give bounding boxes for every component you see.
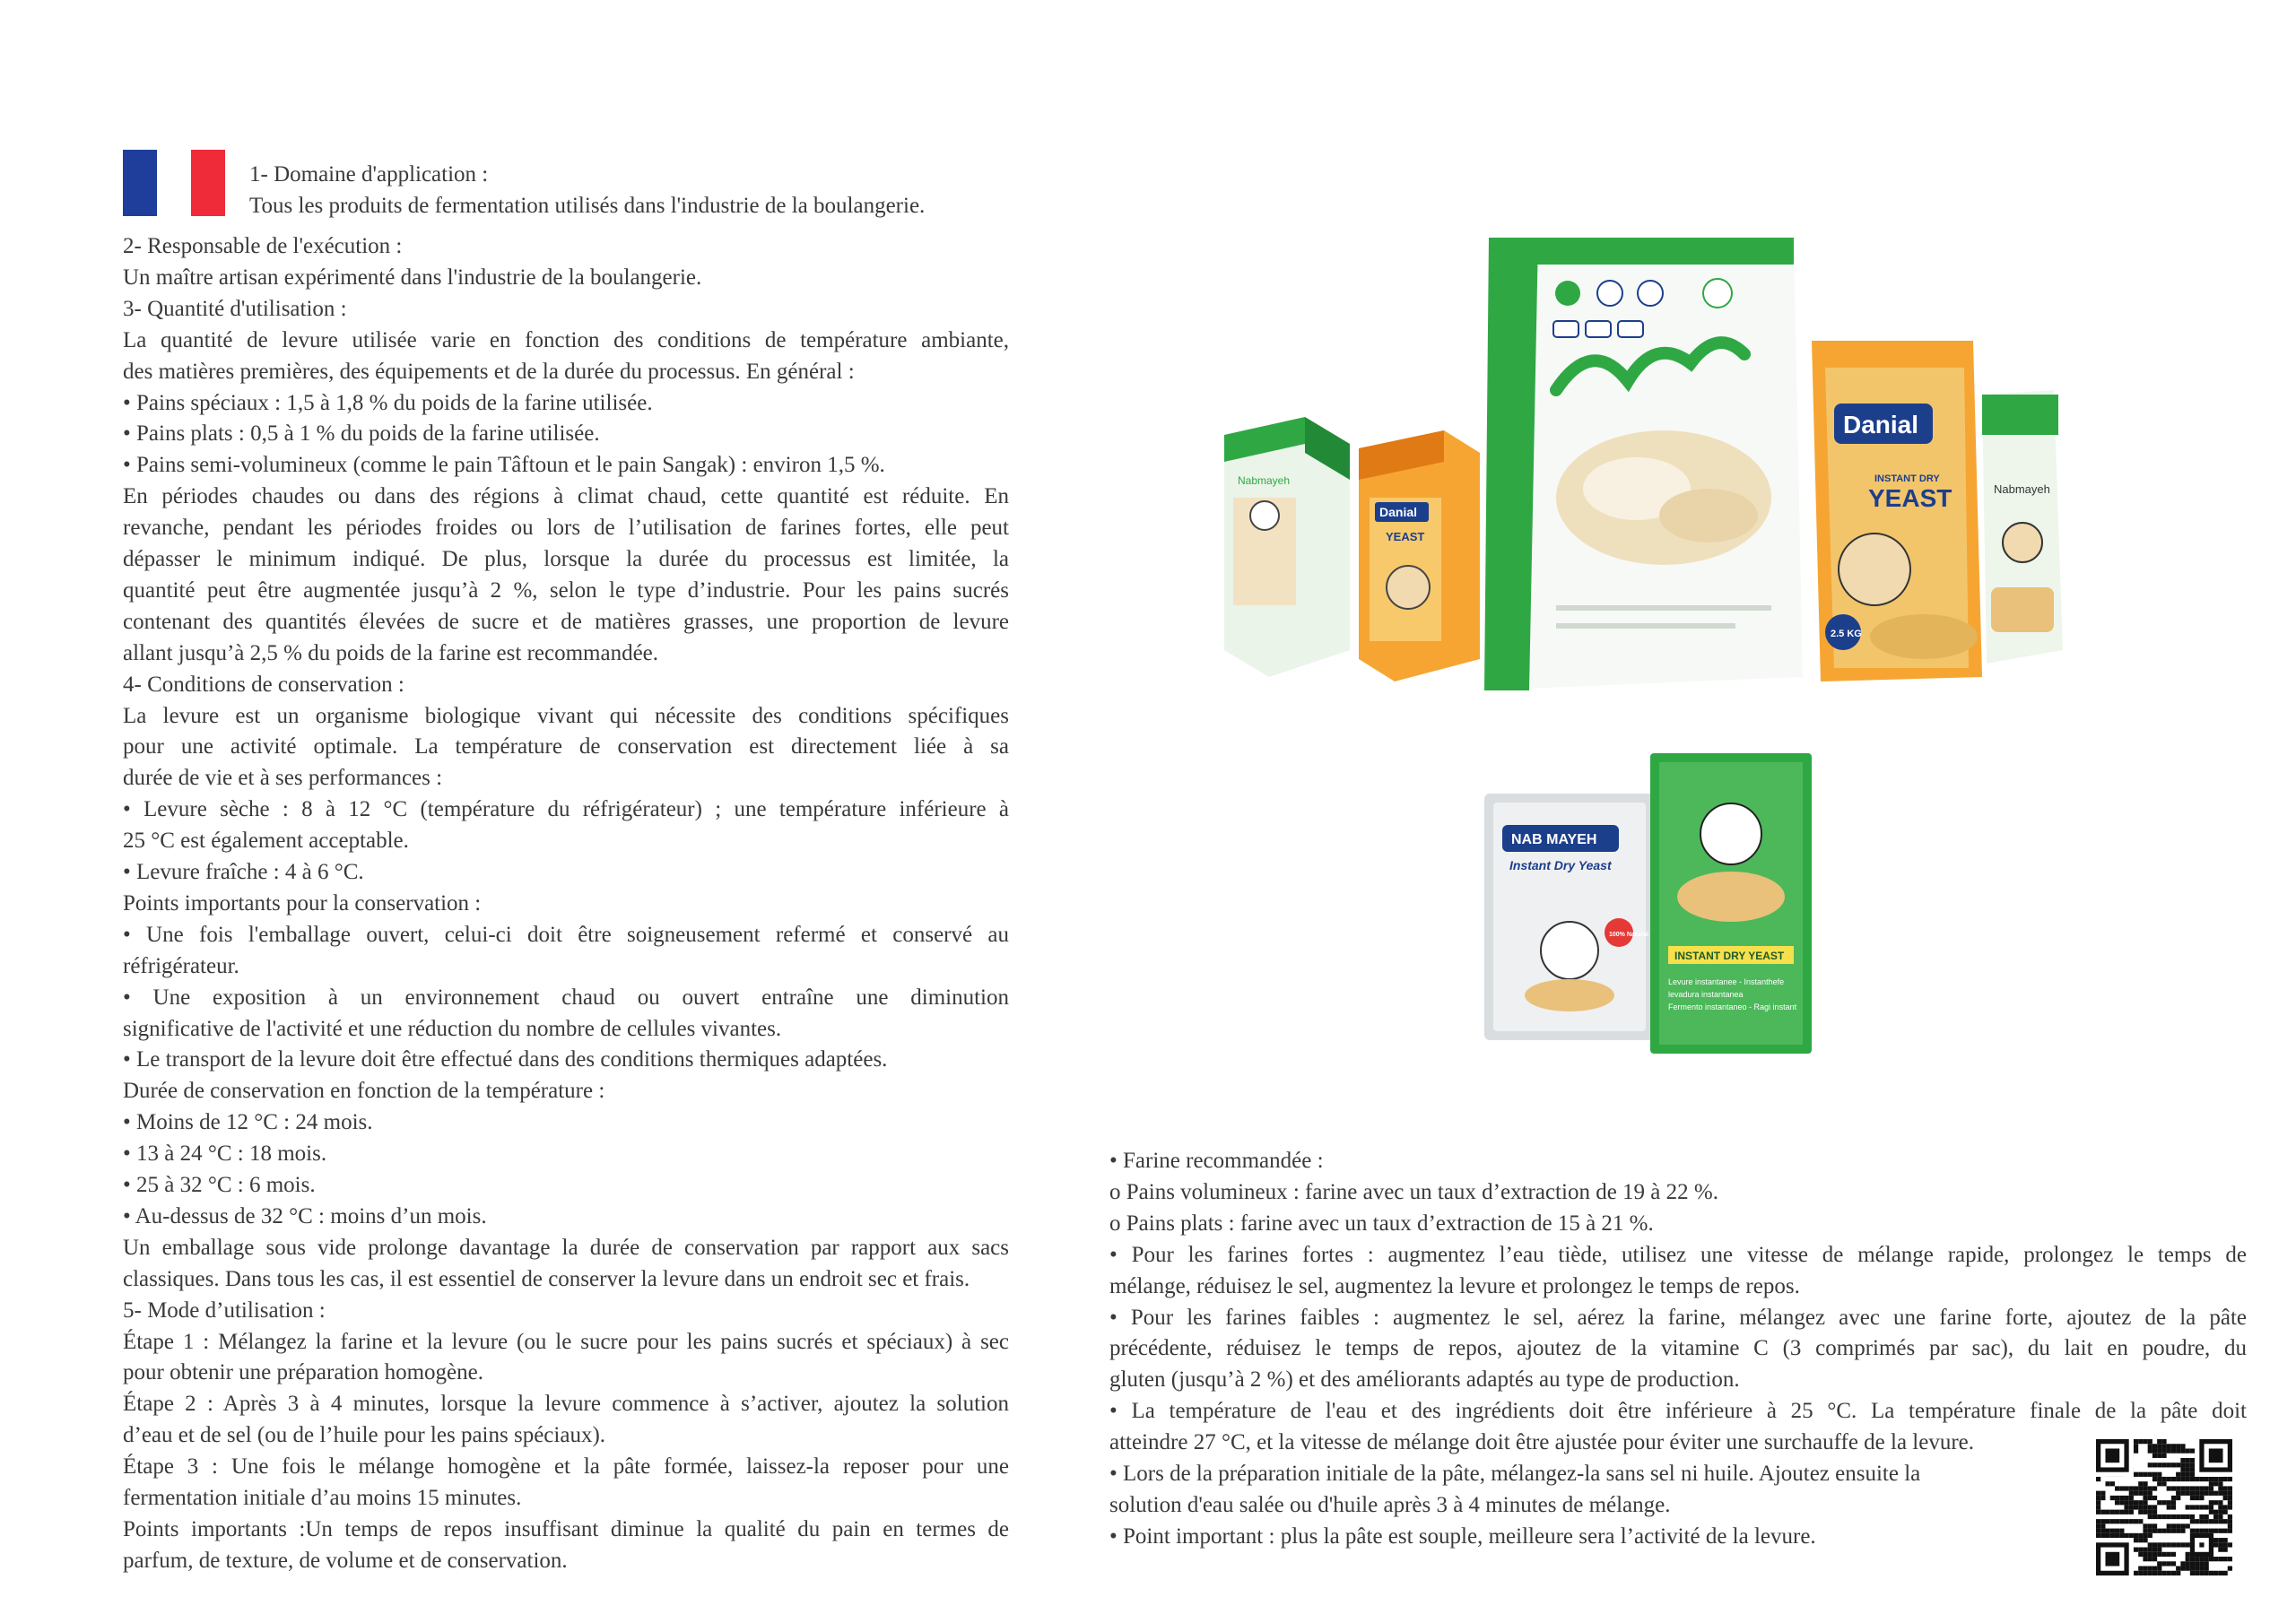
left-text-line: • Au-dessus de 32 °C : moins d’un mois.	[123, 1203, 487, 1228]
danial-large-bag	[1812, 341, 1982, 681]
left-text-line: • 25 à 32 °C : 6 mois.	[123, 1173, 316, 1197]
left-text-line: • Pains spéciaux : 1,5 à 1,8 % du poids de la farine utilisée.	[123, 390, 653, 415]
right-text-line: • Pour les farines fortes : augmentez l’eau tiède, utilisez une vitesse de mélange rapide, prolongez le temps de	[1109, 1242, 2247, 1267]
left-text-line: réfrigérateur.	[123, 953, 239, 978]
left-text-line: En périodes chaudes ou dans des régions à climat chaud, cette quantité est réduite. En	[123, 484, 1009, 509]
left-text-line: dépasser le minimum indiqué. De plus, lorsque la durée du processus est limitée, la	[123, 547, 1009, 571]
left-text-line: fermentation initiale d’au moins 15 minutes.	[123, 1486, 522, 1510]
left-text-line: Points importants pour la conservation :	[123, 890, 482, 916]
sachet-brand: NAB MAYEH	[1511, 832, 1597, 847]
left-text-line: 4- Conditions de conservation :	[123, 672, 404, 697]
left-text-line: 2- Responsable de l'exécution :	[123, 234, 403, 258]
right-text-line: solution d'eau salée ou d'huile après 3 à 4 minutes de mélange.	[1109, 1492, 1671, 1517]
right-text-line: o Pains volumineux : farine avec un taux d’extraction de 19 à 22 %.	[1109, 1179, 1718, 1204]
left-text-line: durée de vie et à ses performances :	[123, 766, 443, 791]
left-text-line: pour obtenir une préparation homogène.	[123, 1360, 483, 1385]
nabmayeh-silver-sachet	[1484, 794, 1655, 1040]
right-text-line: • Lors de la préparation initiale de la pâte, mélangez-la sans sel ni huile. Ajoutez ensuite la	[1109, 1462, 1921, 1486]
right-text-line: o Pains plats : farine avec un taux d’extraction de 15 à 21 %.	[1109, 1211, 1654, 1236]
small-danial-yeast: YEAST	[1386, 530, 1425, 543]
large-danial-instant: INSTANT DRY	[1874, 473, 1940, 484]
left-text-line: • Moins de 12 °C : 24 mois.	[123, 1110, 373, 1135]
left-text-line: La levure est un organisme biologique vivant qui nécessite des conditions spécifiques	[123, 703, 1009, 728]
right-text-line: précédente, réduisez le temps de repos, ajoutez de la vitamine C (3 comprimés par sac), du lait en poudre, du	[1109, 1336, 2247, 1361]
left-text-line: • Pains plats : 0,5 à 1 % du poids de la farine utilisée.	[123, 421, 600, 447]
nabmayeh-large-bag	[1484, 238, 1803, 690]
large-danial-weight: 2.5 KG	[1831, 629, 1862, 639]
green-pack-line-3: Fermento instantaneo - Ragi instant	[1668, 1002, 1797, 1011]
left-text-line: des matières premières, des équipements et de la durée du processus. En général :	[123, 359, 855, 384]
left-text-line: • Pains semi-volumineux (comme le pain Tâftoun et le pain Sangak) : environ 1,5 %.	[123, 453, 885, 478]
danial-small-box	[1359, 430, 1480, 681]
sachet-subtitle: Instant Dry Yeast	[1509, 858, 1612, 872]
small-danial-brand: Danial	[1379, 505, 1418, 519]
right-text-line: gluten (jusqu’à 2 %) et des améliorants adaptés au type de production.	[1109, 1367, 1740, 1393]
left-text-line: Points importants :Un temps de repos insuffisant diminue la qualité du pain en termes de	[123, 1516, 1009, 1541]
left-text-line: • Une exposition à un environnement chaud ou ouvert entraîne une diminution	[123, 985, 1009, 1010]
section-1-title: 1- Domaine d'application :	[249, 162, 489, 187]
right-text-line: • Farine recommandée :	[1109, 1149, 1324, 1173]
left-text-line: quantité peut être augmentée jusqu’à 2 %, selon le type d’industrie. Pour les pains sucrés	[123, 577, 1009, 603]
left-text-line: significative de l'activité et une réduction du nombre de cellules vivantes.	[123, 1016, 782, 1041]
nabmayeh-green-pack	[1650, 753, 1812, 1054]
large-danial-brand: Danial	[1843, 411, 1919, 438]
left-text-line: Étape 2 : Après 3 à 4 minutes, lorsque la levure commence à s’activer, ajoutez la solution	[123, 1392, 1009, 1417]
small-box-brand: Nabmayeh	[1238, 474, 1291, 487]
flag-blue-band	[123, 150, 157, 216]
left-text-line: classiques. Dans tous les cas, il est essentiel de conserver la levure dans un endroit sec et frais.	[123, 1266, 970, 1291]
left-text-line: • Une fois l'emballage ouvert, celui-ci doit être soigneusement refermé et conservé au	[123, 922, 1009, 947]
left-text-line: 3- Quantité d'utilisation :	[123, 296, 347, 321]
left-text-line: pour une activité optimale. La température de conservation est directement liée à sa	[123, 734, 1009, 759]
left-text-line: parfum, de texture, de volume et de conservation.	[123, 1548, 568, 1573]
sachet-natural: 100% Natural	[1609, 932, 1648, 938]
french-flag	[123, 150, 225, 216]
left-text-line: • 13 à 24 °C : 18 mois.	[123, 1141, 327, 1167]
left-text-line: • Levure sèche : 8 à 12 °C (température du réfrigérateur) ; une température inférieure à	[123, 797, 1009, 822]
left-text-line: • Levure fraîche : 4 à 6 °C.	[123, 860, 364, 884]
flag-red-band	[191, 150, 225, 216]
left-text-line: Étape 1 : Mélangez la farine et la levure (ou le sucre pour les pains sucrés et spéciaux) à sec	[123, 1329, 1009, 1354]
right-text-line: • Pour les farines faibles : augmentez le sel, aérez la farine, mélangez avec une farine forte, ajoutez de la pâte	[1109, 1305, 2247, 1330]
section-1-body: Tous les produits de fermentation utilisés dans l'industrie de la boulangerie.	[249, 194, 926, 218]
left-text-line: revanche, pendant les périodes froides ou lors de l’utilisation de farines fortes, elle peut	[123, 516, 1009, 541]
left-text-line: Un maître artisan expérimenté dans l'industrie de la boulangerie.	[123, 265, 702, 290]
flag-white-band	[157, 150, 191, 216]
left-text-line: La quantité de levure utilisée varie en fonction des conditions de température ambiante,	[123, 327, 1009, 352]
nabmayeh-right-box	[1982, 390, 2063, 664]
left-text-line: Durée de conservation en fonction de la température :	[123, 1079, 605, 1104]
green-pack-label: INSTANT DRY YEAST	[1674, 950, 1785, 962]
qr-code[interactable]	[2096, 1439, 2232, 1575]
right-box-brand: Nabmayeh	[1994, 482, 2050, 496]
green-pack-line-2: levadura instantanea	[1668, 990, 1744, 999]
nabmayeh-small-box	[1224, 417, 1350, 677]
left-text-line: d’eau et de sel (ou de l’huile pour les pains spéciaux).	[123, 1423, 606, 1448]
right-text-line: atteindre 27 °C, et la vitesse de mélange doit être ajustée pour éviter une surchauffe de la levure.	[1109, 1430, 1975, 1455]
left-text-line: allant jusqu’à 2,5 % du poids de la farine est recommandée.	[123, 640, 659, 665]
right-text-line: • La température de l'eau et des ingrédients doit être inférieure à 25 °C. La température finale de la pâte doit	[1109, 1399, 2247, 1424]
left-text-line: contenant des quantités élevées de sucre et de matières grasses, une proportion de levure	[123, 609, 1009, 634]
yeast-products-group-image	[1215, 229, 2076, 713]
left-text-line: 5- Mode d’utilisation :	[123, 1298, 326, 1323]
large-danial-yeast: YEAST	[1868, 484, 1952, 512]
right-text-line: • Point important : plus la pâte est souple, meilleure sera l’activité de la levure.	[1109, 1523, 1816, 1549]
left-text-line: • Le transport de la levure doit être effectué dans des conditions thermiques adaptées.	[123, 1047, 888, 1072]
green-pack-line-1: Levure instantanee - Instanthefe	[1668, 977, 1785, 986]
left-text-line: Étape 3 : Une fois le mélange homogène et la pâte formée, laissez-la reposer pour une	[123, 1454, 1009, 1480]
yeast-sachets-image	[1484, 753, 1816, 1058]
left-text-line: Un emballage sous vide prolonge davantage la durée de conservation par rapport aux sacs	[123, 1235, 1009, 1260]
left-text-line: 25 °C est également acceptable.	[123, 829, 409, 854]
right-text-line: mélange, réduisez le sel, augmentez la levure et prolongez le temps de repos.	[1109, 1273, 1800, 1298]
